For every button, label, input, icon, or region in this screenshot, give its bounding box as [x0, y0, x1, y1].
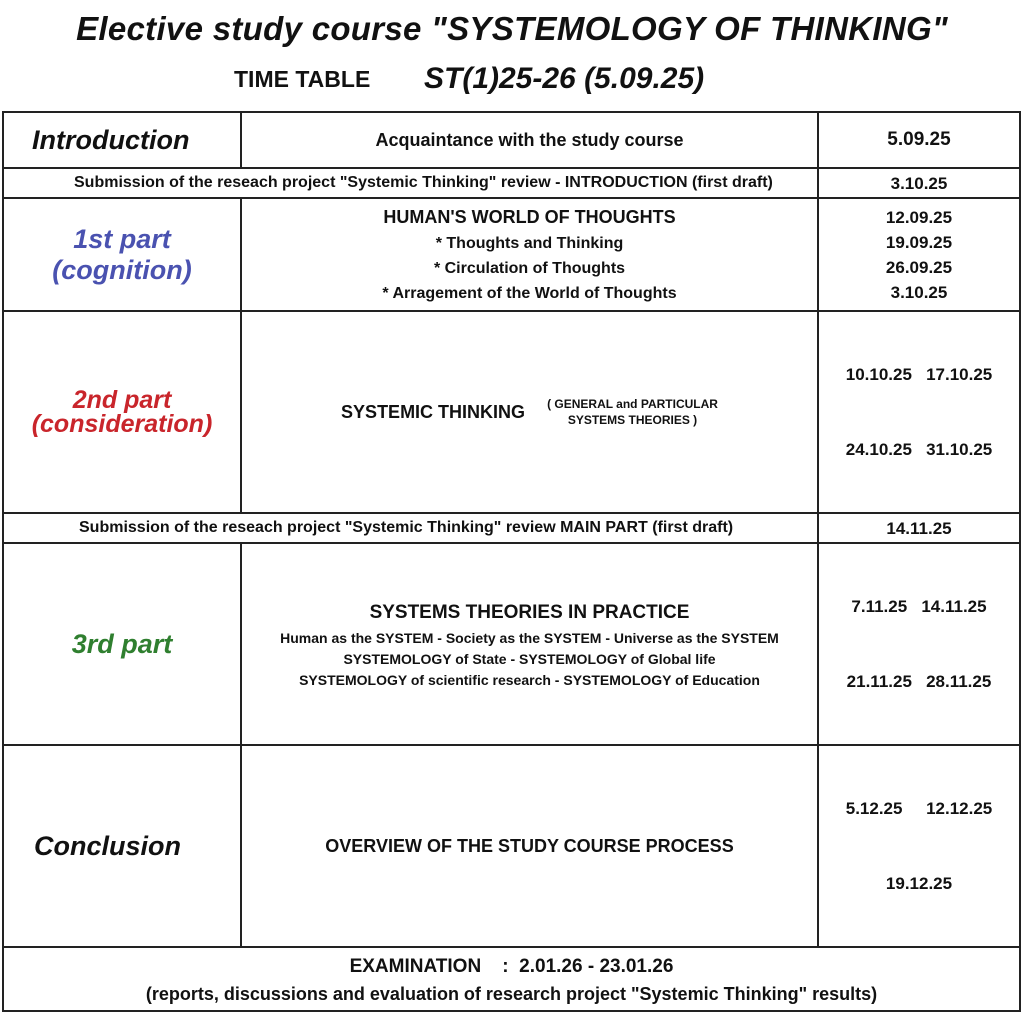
table-row-introduction	[3, 112, 1020, 168]
part-3-item: Human as the SYSTEM - Society as the SYSTEM - Universe as the SYSTEM	[280, 629, 779, 646]
part-2-title: 2nd part	[72, 386, 172, 414]
part-3-dates	[818, 543, 1020, 745]
examination-heading: EXAMINATION : 2.01.26 - 23.01.26	[349, 956, 674, 977]
introduction-topic: Acquaintance with the study course	[241, 112, 818, 168]
date-entry: 7.11.25 14.11.25	[851, 597, 987, 616]
part-1-content	[241, 198, 818, 311]
date-entry: 12.09.25	[885, 207, 953, 227]
part-3-heading: SYSTEMS THEORIES IN PRACTICE	[369, 601, 690, 623]
submission-2-text: Submission of the reseach project "Systemic Thinking" review MAIN PART (first draft)	[3, 513, 818, 543]
timetable	[2, 111, 1021, 1012]
part-1-label	[3, 198, 241, 311]
introduction-label: Introduction	[3, 112, 241, 168]
time-table-label: TIME TABLE	[234, 66, 371, 92]
course-code: ST(1)25-26 (5.09.25)	[424, 62, 705, 95]
part-1-title: 1st part	[73, 223, 171, 254]
part-3-label: 3rd part	[3, 543, 241, 745]
date-entry: 26.09.25	[885, 257, 953, 277]
part-1-heading: HUMAN'S WORLD OF THOUGHTS	[383, 207, 676, 227]
date-entry: 19.09.25	[885, 232, 953, 252]
date-entry: 19.12.25	[885, 874, 953, 893]
part-2-dates	[818, 311, 1020, 513]
part-3-content	[241, 543, 818, 745]
part-3-item: SYSTEMOLOGY of State - SYSTEMOLOGY of Global life	[343, 650, 716, 667]
introduction-date: 5.09.25	[818, 112, 1020, 168]
table-row-part-3	[3, 543, 1020, 745]
date-entry: 3.10.25	[890, 282, 948, 302]
part-2-note-line: ( GENERAL and PARTICULAR	[547, 397, 718, 411]
table-row-submission-2	[3, 513, 1020, 543]
part-2-note-line: SYSTEMS THEORIES )	[567, 413, 698, 427]
part-2-content	[241, 311, 818, 513]
part-1-subtitle: (cognition)	[52, 254, 192, 285]
part-2-subtitle: (consideration)	[31, 410, 213, 438]
subtitle-row	[0, 62, 1024, 102]
submission-1-date: 3.10.25	[818, 168, 1020, 198]
part-1-item: * Arragement of the World of Thoughts	[382, 285, 677, 302]
date-entry: 24.10.25 31.10.25	[845, 440, 993, 459]
part-1-item: * Circulation of Thoughts	[433, 260, 626, 277]
examination-details: (reports, discussions and evaluation of research project "Systemic Thinking" results)	[145, 984, 878, 1004]
table-row-conclusion	[3, 745, 1020, 947]
part-2-note	[547, 396, 718, 428]
part-2-label	[3, 311, 241, 513]
examination-cell	[3, 947, 1020, 1011]
conclusion-dates	[818, 745, 1020, 947]
document-title: Elective study course "SYSTEMOLOGY OF THINKING"	[76, 10, 948, 47]
part-1-item: * Thoughts and Thinking	[435, 235, 624, 252]
table-row-submission-1	[3, 168, 1020, 198]
conclusion-label: Conclusion	[3, 745, 241, 947]
part-3-item: SYSTEMOLOGY of scientific research - SYSTEMOLOGY of Education	[299, 671, 760, 688]
date-entry: 5.12.25 12.12.25	[845, 799, 993, 818]
part-2-heading: SYSTEMIC THINKING	[341, 401, 526, 422]
date-entry: 10.10.25 17.10.25	[845, 365, 993, 384]
table-row-examination	[3, 947, 1020, 1011]
date-entry: 21.11.25 28.11.25	[846, 672, 992, 691]
conclusion-topic: OVERVIEW OF THE STUDY COURSE PROCESS	[241, 745, 818, 947]
table-row-part-2	[3, 311, 1020, 513]
part-1-dates	[818, 198, 1020, 311]
submission-1-text: Submission of the reseach project "Systemic Thinking" review - INTRODUCTION (first draft)	[3, 168, 818, 198]
submission-2-date: 14.11.25	[818, 513, 1020, 543]
table-row-part-1	[3, 198, 1020, 311]
